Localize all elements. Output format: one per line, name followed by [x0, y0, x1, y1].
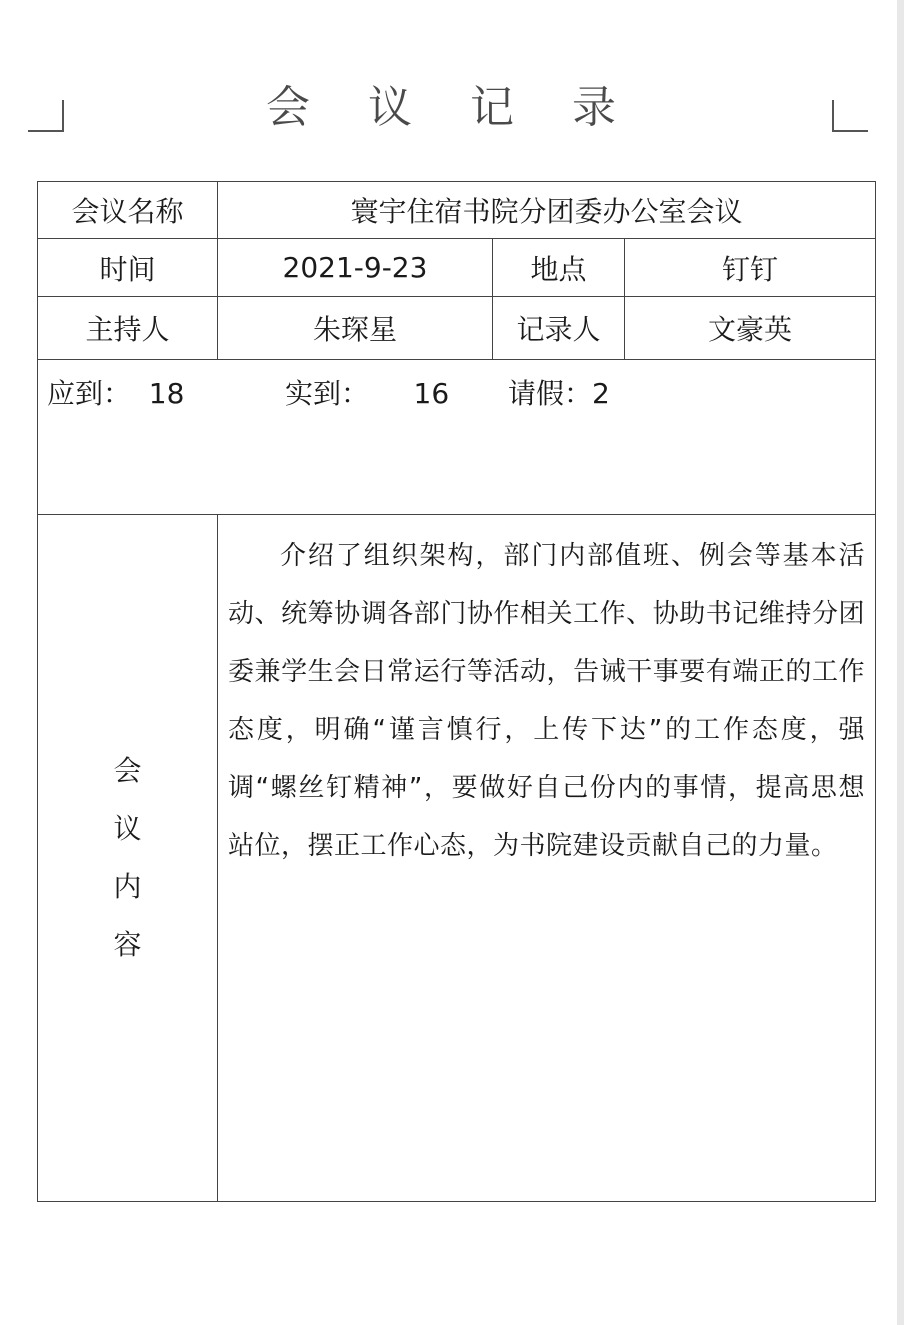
meeting-name-label: 会议名称 — [38, 182, 218, 239]
host-recorder-row — [38, 297, 876, 360]
content-label-char: 容 — [113, 928, 142, 961]
content-label-char: 会 — [113, 754, 142, 787]
recorder-value: 文豪英 — [625, 297, 876, 360]
attendance-leave: 请假：2 — [508, 377, 610, 410]
recorder-label: 记录人 — [493, 297, 625, 360]
time-value: 2021-9-23 — [218, 239, 493, 297]
content-label-char: 议 — [113, 812, 142, 845]
meeting-content-text: 介绍了组织架构，部门内部值班、例会等基本活动、统筹协调各部门协作相关工作、协助书记维持分团委兼学生会日常运行等活动，告诫干事要有端正的工作态度，明确“谨言慎行，上传下达”的工作态度，强调“螺丝钉精神”，要做好自己份内的事情，提高思想站位，摆正工作心态，为书院建设贡献自己的力量。 — [228, 541, 866, 861]
attendance-row — [38, 360, 876, 515]
content-row — [38, 515, 876, 1202]
meeting-name-value: 寰宇住宿书院分团委办公室会议 — [218, 182, 876, 239]
content-label — [38, 515, 218, 1202]
host-value: 朱琛星 — [218, 297, 493, 360]
place-label: 地点 — [493, 239, 625, 297]
meeting-name-row — [38, 182, 876, 239]
minutes-table — [37, 181, 876, 1202]
time-label: 时间 — [38, 239, 218, 297]
page-edge — [897, 0, 904, 1325]
content-label-char: 内 — [113, 870, 142, 903]
content-label-vertical — [38, 742, 217, 974]
content-body-cell — [218, 515, 876, 1202]
attendance-expected: 应到： 18 — [47, 377, 185, 410]
attendance-cell — [38, 360, 876, 515]
attendance-actual: 实到： 16 — [285, 377, 450, 410]
time-place-row — [38, 239, 876, 297]
place-value: 钉钉 — [625, 239, 876, 297]
document-title: 会 议 记 录 — [266, 82, 638, 133]
host-label: 主持人 — [38, 297, 218, 360]
